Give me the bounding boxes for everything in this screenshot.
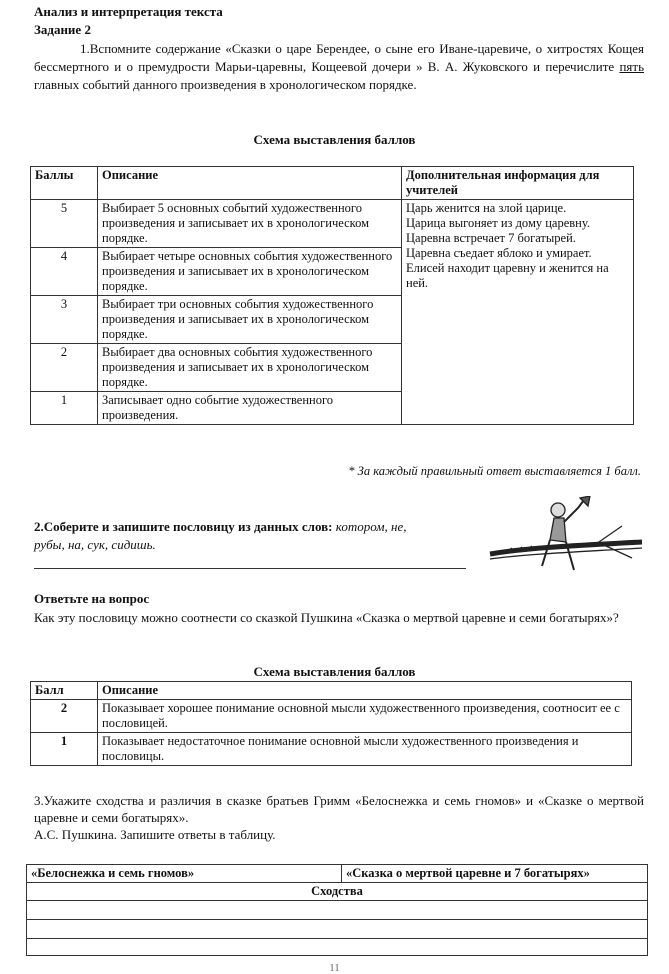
table-row [27,939,648,956]
scheme1-desc: Выбирает три основных события художественного произведения и записывает их в хронологическом порядке. [98,296,402,344]
task1-text-underlined: пять [619,59,644,74]
scheme1-score: 4 [31,248,98,296]
man-on-branch-illustration [486,496,646,596]
scheme1-header-score: Баллы [31,167,98,200]
scheme2-title: Схема выставления баллов [253,664,416,679]
table-row [27,901,648,920]
section-title: Анализ и интерпретация текста [34,4,223,19]
scheme1-desc: Выбирает 5 основных событий художественного произведения и записывает их в хронологическом порядке. [98,200,402,248]
scheme2-header-score: Балл [31,682,98,700]
table-row [31,200,634,248]
scheme1-header-row [31,167,634,200]
extra-info-item: Царевна съедает яблоко и умирает. [406,246,592,260]
task2-words-1: котором, не, [332,519,407,534]
task1-text [34,40,644,94]
scheme1-desc: Выбирает четыре основных события художественного произведения и записывает их в хронологическом порядке. [98,248,402,296]
scheme2-score: 1 [31,733,98,766]
extra-info-item: Царь женится на злой царице. [406,201,567,215]
task3-text-author: А.С. Пушкина. Запишите ответы в таблицу. [34,827,276,842]
task2-title: 2.Соберите и запишите пословицу из данных слов: [34,519,333,534]
compare-col1-header: «Белоснежка и семь гномов» [27,865,342,883]
answer-cell[interactable] [27,939,648,956]
scheme1-header-desc: Описание [98,167,402,200]
scheme2-header-row [31,682,632,700]
scheme2-score: 2 [31,700,98,733]
compare-header-row [27,865,648,883]
scheme1-extra-info [402,200,634,425]
scheme2-table [30,681,632,766]
extra-info-item: Царевна встречает 7 богатырей. [406,231,576,245]
scheme1-score: 3 [31,296,98,344]
scheme1-table [30,166,634,425]
task2-words-2: рубы, на, сук, сидишь. [34,537,156,552]
scheme1-desc: Записывает одно событие художественного произведения. [98,392,402,425]
answer-cell[interactable] [27,901,648,920]
answer-cell[interactable] [27,920,648,939]
scheme1-desc: Выбирает два основных события художественного произведения и записывает их в хронологическом порядке. [98,344,402,392]
question-text: Как эту пословицу можно соотнести со сказкой Пушкина «Сказка о мертвой царевне и семи богатырях»? [34,610,619,625]
task3-text-main: 3.Укажите сходства и различия в сказке братьев Гримм «Белоснежка и семь гномов» и «Сказке о мертвой царевне и семи богатырях». [34,793,644,825]
scheme1-score: 2 [31,344,98,392]
scheme2-desc: Показывает хорошее понимание основной мысли художественного произведения, соотносит ее с пословицей. [98,700,632,733]
question-title: Ответьте на вопрос [34,591,150,606]
scheme2-header-desc: Описание [98,682,632,700]
answer-line[interactable] [34,568,466,569]
arm-shape [564,500,584,522]
task1-text-part1: 1.Вспомните содержание «Сказки о царе Берендее, о сыне его Иване-царевиче, о хитростях Кощея бессмертного и о премудрости Марьи-царевны, Кощеевой дочери » В. А. Жуковского и перечислите [34,41,644,74]
compare-col2-header: «Сказка о мертвой царевне и 7 богатырях» [342,865,648,883]
scheme1-score: 1 [31,392,98,425]
task2-text [34,518,474,554]
table-row [31,700,632,733]
extra-info-item: Царица выгоняет из дому царевну. [406,216,590,230]
scheme1-header-extra: Дополнительная информация для учителей [402,167,634,200]
extra-info-item: Елисей находит царевну и женится на ней. [406,261,609,290]
task1-text-part2: главных событий данного произведения в хронологическом порядке. [34,77,417,92]
head-shape [551,503,565,517]
scheme1-title: Схема выставления баллов [253,132,416,147]
task3-text [34,792,644,843]
table-row [27,920,648,939]
scheme2-desc: Показывает недостаточное понимание основной мысли художественного произведения и пословицы. [98,733,632,766]
scheme1-score: 5 [31,200,98,248]
scheme1-footnote: * За каждый правильный ответ выставляется 1 балл. [348,464,641,478]
compare-table [26,864,648,956]
similarities-label: Сходства [27,883,648,901]
task-title: Задание 2 [34,22,91,37]
table-row [31,733,632,766]
compare-row-label [27,883,648,901]
page-number: 11 [329,962,340,974]
